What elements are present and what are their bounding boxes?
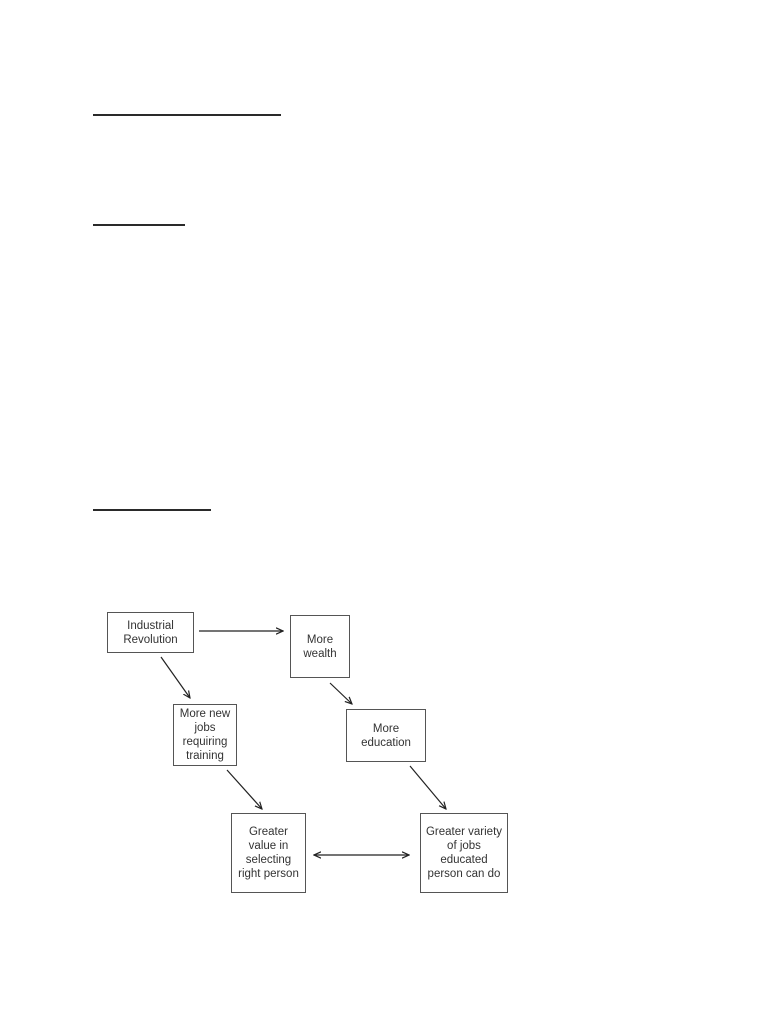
box-greater-variety: Greater variety of jobs educated person can do xyxy=(420,813,508,893)
arrow-education-to-variety xyxy=(410,766,446,809)
box-industrial-revolution: Industrial Revolution xyxy=(107,612,194,653)
arrow-wealth-to-education xyxy=(330,683,352,704)
box-more-wealth: More wealth xyxy=(290,615,350,678)
box-more-new-jobs: More new jobs requiring training xyxy=(173,704,237,766)
box-greater-value: Greater value in selecting right person xyxy=(231,813,306,893)
arrow-industrial-to-new-jobs xyxy=(161,657,190,698)
arrow-new-jobs-to-value xyxy=(227,770,262,809)
box-more-education: More education xyxy=(346,709,426,762)
